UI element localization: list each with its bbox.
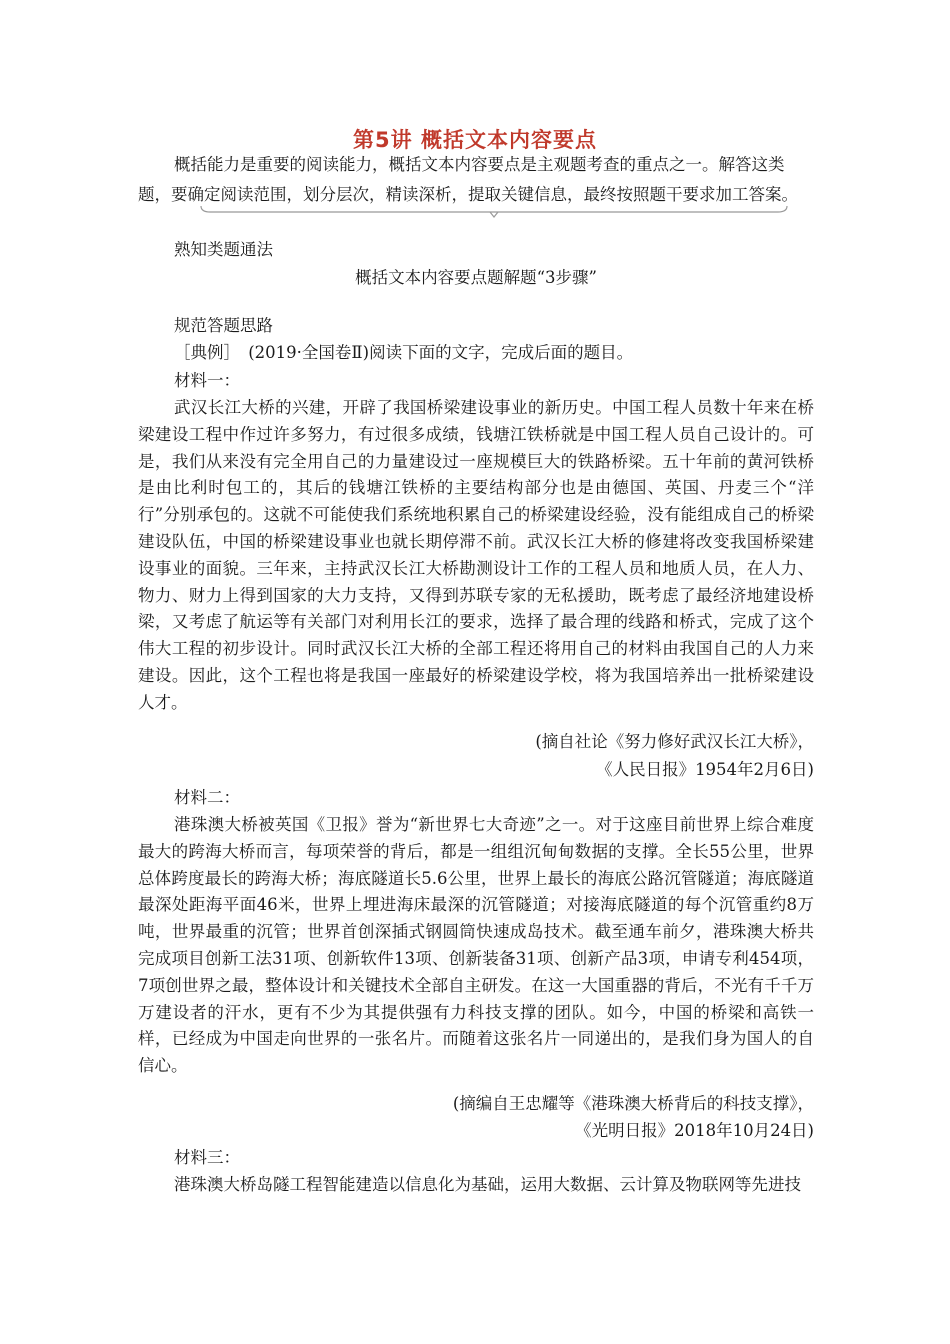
- section-heading-methods: 熟知类题通法: [174, 240, 273, 259]
- subtitle-three-steps: 概括文本内容要点题解题“3步骤”: [355, 268, 597, 287]
- material-1-source-line-2: 《人民日报》1954年2月6日): [596, 760, 814, 779]
- material-1-source-line-1: (摘自社论《努力修好武汉长江大桥》，: [535, 732, 814, 751]
- material-2-text: 港珠澳大桥被英国《卫报》誉为“新世界七大奇迹”之一。对于这座目前世界上综合难度最大的跨海大桥而言，每项荣誉的背后，都是一组组沉甸甸数据的支撑。全长55公里，世界总体跨度最长的跨海大桥；海底隧道长5.6公里，世界上最长的海底公路沉管隧道；海底隧道最深处距海平面46米，世界上埋进海床最深的沉管隧道；对接海底隧道的每个沉管重约8万吨，世界最重的沉管；世界首创深插式钢圆筒快速成岛技术。截至通车前夕，港珠澳大桥共完成项目创新工法31项、创新软件13项、创新装备31项、创新产品3项，申请专利454项，7项创世界之最，整体设计和关键技术全部自主研发。在这一大国重器的背后，不光有千千万万建设者的汗水，更有不少为其提供强有力科技支撑的团队。如今，中国的桥梁和高铁一样，已经成为中国走向世界的一张名片。而随着这张名片一同递出的，是我们身为国人的自信心。: [138, 815, 814, 1076]
- material-3-label: 材料三：: [174, 1148, 240, 1167]
- material-1-label: 材料一：: [174, 371, 240, 390]
- material-3-text: 港珠澳大桥岛隧工程智能建造以信息化为基础，运用大数据、云计算及物联网等先进技: [174, 1175, 801, 1194]
- material-2-source-line-1: (摘编自王忠耀等《港珠澳大桥背后的科技支撑》，: [452, 1094, 814, 1113]
- material-2-label: 材料二：: [174, 788, 240, 807]
- material-2-source-line-2: 《光明日报》2018年10月24日): [575, 1121, 814, 1140]
- lesson-title: 第5讲 概括文本内容要点: [353, 128, 597, 152]
- section-heading-approach: 规范答题思路: [174, 316, 273, 335]
- material-1-text: 武汉长江大桥的兴建，开辟了我国桥梁建设事业的新历史。中国工程人员数十年来在桥梁建设工程中作过许多努力，有过很多成绩，钱塘江铁桥就是中国工程人员自己设计的。可是，我们从来没有完全用自己的力量建设过一座规模巨大的铁路桥梁。五十年前的黄河铁桥是由比利时包工的，其后的钱塘江铁桥的主要结构部分也是由德国、英国、丹麦三个“洋行”分别承包的。这就不可能使我们系统地积累自己的桥梁建设经验，没有能组成自己的桥梁建设队伍，中国的桥梁建设事业也就长期停滞不前。武汉长江大桥的修建将改变我国桥梁建设事业的面貌。三年来，主持武汉长江大桥勘测设计工作的工程人员和地质人员，在人力、物力、财力上得到国家的大力支持，又得到苏联专家的无私援助，既考虑了最经济地建设桥梁，又考虑了航运等有关部门对利用长江的要求，选择了最合理的线路和桥式，完成了这个伟大工程的初步设计。同时武汉长江大桥的全部工程还将用自己的材料由我国自己的人力来建设。因此，这个工程也将是我国一座最好的桥梁建设学校，将为我国培养出一批桥梁建设人才。: [138, 398, 814, 712]
- example-prompt: ［典例］ (2019·全国卷Ⅱ)阅读下面的文字，完成后面的题目。: [174, 343, 634, 362]
- intro-paragraph: 概括能力是重要的阅读能力，概括文本内容要点是主观题考查的重点之一。解答这类题，要确定阅读范围，划分层次，精读深析，提取关键信息，最终按照题干要求加工答案。: [138, 155, 798, 204]
- decorative-brace: [200, 205, 788, 219]
